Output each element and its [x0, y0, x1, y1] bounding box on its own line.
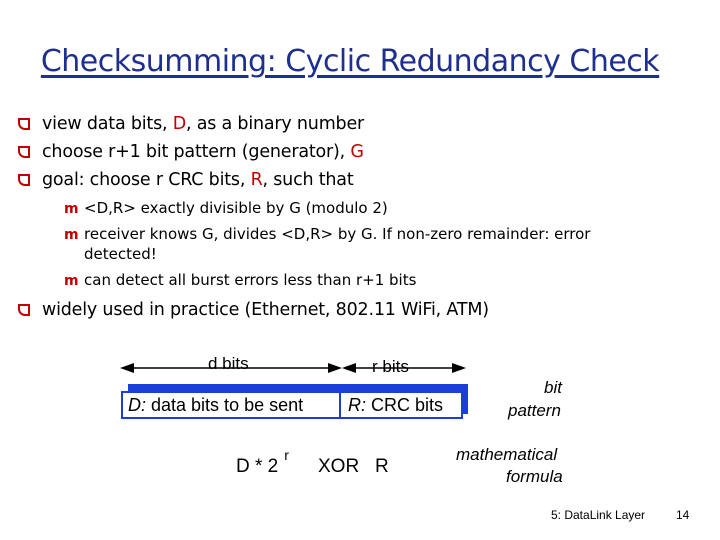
bullet-text: , such that	[262, 170, 354, 190]
d-label: data bits to be sent	[151, 395, 304, 415]
r-prefix: R:	[348, 395, 366, 415]
page-number: 14	[676, 508, 690, 522]
highlight-g: G	[350, 142, 364, 162]
arrow-head-icon	[120, 363, 134, 373]
data-bits-text	[128, 395, 303, 416]
subbullet-text: receiver knows G, divides <D,R> by G. If non-zero remainder: error detected!	[84, 225, 591, 263]
sub-bullet-marker-icon: m	[64, 201, 79, 217]
bullet-text: , as a binary number	[186, 114, 365, 134]
slide-title: Checksumming: Cyclic Redundancy Check	[40, 44, 660, 79]
formula-main: D * 2	[236, 456, 279, 477]
formula-exponent: r	[284, 447, 289, 463]
r-label: CRC bits	[371, 395, 444, 415]
arrow-head-icon	[342, 363, 356, 373]
arrow-head-icon	[328, 363, 342, 373]
d-bits-label: d bits	[208, 354, 249, 373]
bullet-text: choose r+1 bit pattern (generator),	[42, 142, 351, 162]
formula-xor: XOR R	[318, 456, 389, 477]
arrow-head-icon	[452, 363, 466, 373]
bullet-text: goal: choose r CRC bits,	[42, 170, 251, 190]
math-formula-label-2: formula	[506, 467, 563, 486]
crc-bits-text	[348, 395, 443, 416]
math-formula-label-1: mathematical	[456, 445, 558, 464]
bullet-text: widely used in practice (Ethernet, 802.11 WiFi, ATM)	[42, 300, 489, 320]
highlight-r: R	[250, 170, 263, 190]
highlight-d: D	[172, 114, 186, 134]
bit-pattern-label-1: bit	[544, 378, 562, 397]
subbullet-text: <D,R> exactly divisible by G (modulo 2)	[84, 199, 388, 217]
d-prefix: D:	[128, 395, 146, 415]
formula	[236, 447, 289, 478]
sub-bullet-marker-icon: m	[64, 227, 79, 243]
footer-chapter: 5: DataLink Layer	[551, 508, 646, 522]
bullet-text: view data bits,	[42, 114, 173, 134]
bit-pattern-label-2: pattern	[508, 401, 561, 420]
subbullet-text: can detect all burst errors less than r+1 bits	[84, 271, 417, 289]
r-bits-label: r bits	[372, 357, 409, 376]
sub-bullet-marker-icon: m	[64, 273, 79, 289]
